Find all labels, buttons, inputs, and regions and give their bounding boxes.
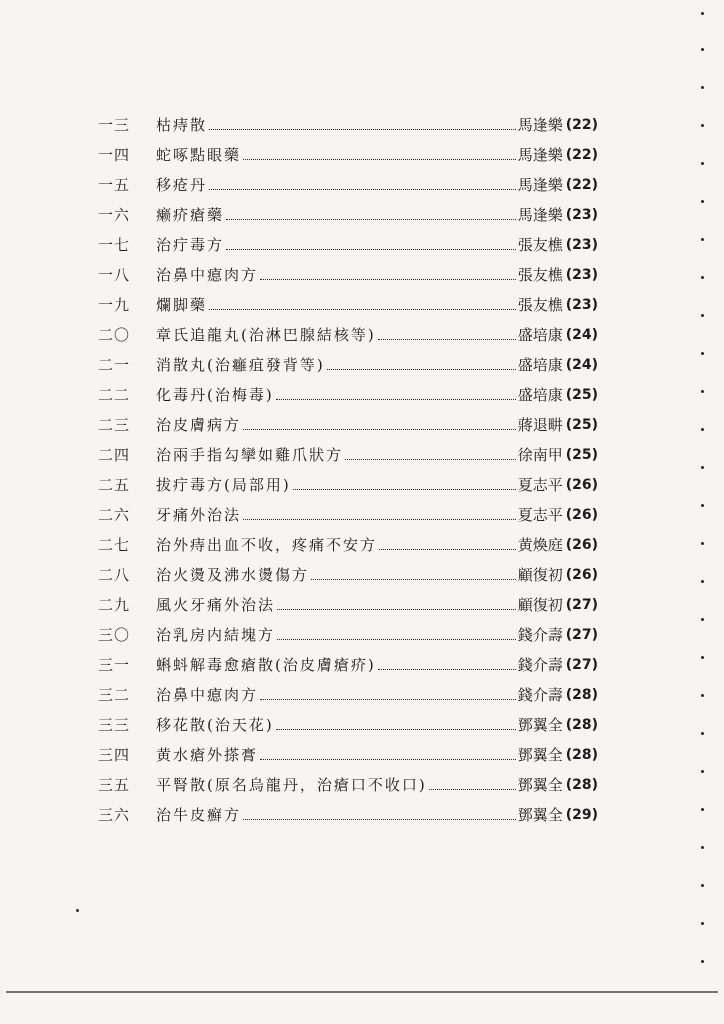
entry-page: (28) [565,747,598,763]
entry-title: 治鼻中瘜肉方 [156,265,259,284]
entry-author: 馬逢樂 [517,175,563,194]
toc-entry [98,380,598,410]
binding-hole-mark [701,390,704,393]
dot-leader [243,819,516,820]
entry-page: (23) [565,207,598,223]
binding-hole-mark [701,504,704,507]
entry-author: 鄧翼全 [517,805,563,824]
binding-hole-mark [701,580,704,583]
entry-page: (25) [565,417,598,433]
entry-author: 張友樵 [517,235,563,254]
entry-number: 三〇 [98,625,131,644]
entry-author: 夏志平 [517,475,563,494]
entry-number: 一三 [98,115,131,134]
entry-page: (25) [565,447,598,463]
ink-speck [76,909,79,912]
dot-leader [311,579,516,580]
entry-page: (23) [565,237,598,253]
binding-hole-mark [701,542,704,545]
entry-page: (24) [565,357,598,373]
entry-title: 治牛皮癬方 [156,805,242,824]
entry-number: 二五 [98,475,131,494]
binding-hole-mark [701,352,704,355]
entry-number: 一五 [98,175,131,194]
entry-author: 馬逢樂 [517,145,563,164]
dot-leader [378,669,516,670]
entry-page: (25) [565,387,598,403]
toc-entry [98,320,598,350]
entry-title: 治疔毒方 [156,235,225,254]
entry-author: 顧復初 [517,595,563,614]
entry-number: 一六 [98,205,131,224]
entry-author: 馬逢樂 [517,115,563,134]
entry-page: (22) [565,117,598,133]
entry-title: 拔疔毒方(局部用) [156,475,291,494]
entry-number: 一九 [98,295,131,314]
toc-entry [98,650,598,680]
binding-hole-mark [701,276,704,279]
entry-author: 盛培康 [517,355,563,374]
dot-leader [378,339,516,340]
dot-leader [293,489,516,490]
binding-hole-mark [701,694,704,697]
binding-hole-mark [701,846,704,849]
entry-author: 徐南甲 [517,445,563,464]
dot-leader [345,459,516,460]
toc-entry [98,710,598,740]
entry-title: 平腎散(原名烏龍丹，治瘡口不收口) [156,775,427,794]
entry-number: 二四 [98,445,131,464]
entry-number: 二九 [98,595,131,614]
toc-entry [98,200,598,230]
entry-title: 章氏追龍丸(治淋巴腺結核等) [156,325,376,344]
entry-page: (27) [565,597,598,613]
entry-author: 鄧翼全 [517,745,563,764]
toc-entry [98,560,598,590]
entry-author: 鄧翼全 [517,775,563,794]
entry-number: 三二 [98,685,131,704]
toc-entry [98,170,598,200]
binding-hole-mark [701,124,704,127]
binding-hole-mark [701,732,704,735]
entry-number: 二七 [98,535,131,554]
dot-leader [429,789,516,790]
entry-page: (27) [565,657,598,673]
entry-title: 枯痔散 [156,115,208,134]
entry-title: 風火牙痛外治法 [156,595,276,614]
entry-title: 癞疥瘡藥 [156,205,225,224]
entry-number: 三五 [98,775,131,794]
entry-author: 錢介壽 [517,655,563,674]
binding-hole-mark [701,86,704,89]
binding-hole-mark [701,884,704,887]
binding-hole-mark [701,12,704,15]
toc-entry [98,230,598,260]
entry-page: (28) [565,687,598,703]
entry-page: (26) [565,537,598,553]
table-of-contents [98,110,598,830]
dot-leader [209,189,516,190]
entry-title: 化毒丹(治梅毒) [156,385,274,404]
entry-title: 治火燙及沸水燙傷方 [156,565,310,584]
dot-leader [260,279,516,280]
binding-hole-mark [701,162,704,165]
entry-title: 治兩手指勾攣如雞爪狀方 [156,445,344,464]
toc-entry [98,260,598,290]
binding-hole-mark [701,618,704,621]
entry-author: 顧復初 [517,565,563,584]
entry-number: 一七 [98,235,131,254]
entry-author: 鄧翼全 [517,715,563,734]
binding-hole-mark [701,808,704,811]
entry-author: 張友樵 [517,295,563,314]
entry-author: 盛培康 [517,385,563,404]
entry-number: 二三 [98,415,131,434]
toc-entry [98,500,598,530]
toc-entry [98,590,598,620]
entry-page: (26) [565,507,598,523]
toc-entry [98,770,598,800]
entry-page: (28) [565,717,598,733]
entry-number: 二八 [98,565,131,584]
toc-entry [98,620,598,650]
dot-leader [243,429,516,430]
entry-title: 消散丸(治癰疽發背等) [156,355,325,374]
toc-entry [98,440,598,470]
binding-hole-mark [701,466,704,469]
entry-title: 移疮丹 [156,175,208,194]
dot-leader [276,729,516,730]
toc-entry [98,290,598,320]
binding-hole-mark [701,770,704,773]
entry-author: 盛培康 [517,325,563,344]
entry-page: (23) [565,297,598,313]
binding-hole-mark [701,656,704,659]
entry-page: (24) [565,327,598,343]
binding-hole-mark [701,922,704,925]
binding-hole-mark [701,314,704,317]
entry-number: 一四 [98,145,131,164]
dot-leader [243,159,516,160]
toc-entry [98,470,598,500]
binding-hole-mark [701,428,704,431]
binding-hole-mark [701,238,704,241]
dot-leader [379,549,516,550]
entry-page: (22) [565,177,598,193]
entry-author: 蔣退畊 [517,415,563,434]
dot-leader [260,759,516,760]
toc-entry [98,350,598,380]
entry-title: 牙痛外治法 [156,505,242,524]
entry-number: 一八 [98,265,131,284]
dot-leader [276,399,516,400]
toc-entry [98,140,598,170]
entry-title: 治皮膚病方 [156,415,242,434]
entry-number: 三六 [98,805,131,824]
entry-author: 錢介壽 [517,625,563,644]
entry-page: (23) [565,267,598,283]
toc-entry [98,530,598,560]
entry-title: 移花散(治天花) [156,715,274,734]
toc-entry [98,110,598,140]
entry-page: (28) [565,777,598,793]
dot-leader [327,369,516,370]
dot-leader [260,699,516,700]
entry-page: (26) [565,567,598,583]
dot-leader [209,129,516,130]
entry-number: 二六 [98,505,131,524]
toc-entry [98,800,598,830]
entry-number: 二一 [98,355,131,374]
entry-title: 黄水瘡外搽膏 [156,745,259,764]
entry-title: 治外痔出血不收，疼痛不安方 [156,535,378,554]
entry-author: 錢介壽 [517,685,563,704]
bottom-edge-line [6,991,718,993]
entry-number: 三一 [98,655,131,674]
dot-leader [209,309,516,310]
entry-author: 馬逢樂 [517,205,563,224]
dot-leader [243,519,516,520]
entry-title: 治乳房内結塊方 [156,625,276,644]
entry-page: (22) [565,147,598,163]
entry-page: (27) [565,627,598,643]
entry-number: 二二 [98,385,131,404]
entry-title: 蝌蚪解毒愈瘡散(治皮膚瘡疥) [156,655,376,674]
entry-page: (26) [565,477,598,493]
entry-page: (29) [565,807,598,823]
toc-entry [98,740,598,770]
toc-entry [98,410,598,440]
dot-leader [226,219,516,220]
dot-leader [277,609,516,610]
dot-leader [226,249,516,250]
entry-author: 夏志平 [517,505,563,524]
entry-number: 三三 [98,715,131,734]
entry-author: 黄煥庭 [517,535,563,554]
binding-hole-mark [701,200,704,203]
binding-hole-mark [701,960,704,963]
entry-title: 爛脚藥 [156,295,208,314]
entry-number: 二〇 [98,325,131,344]
entry-author: 張友樵 [517,265,563,284]
dot-leader [277,639,516,640]
binding-hole-mark [701,48,704,51]
entry-title: 蛇啄點眼藥 [156,145,242,164]
entry-number: 三四 [98,745,131,764]
entry-title: 治鼻中瘜肉方 [156,685,259,704]
toc-entry [98,680,598,710]
